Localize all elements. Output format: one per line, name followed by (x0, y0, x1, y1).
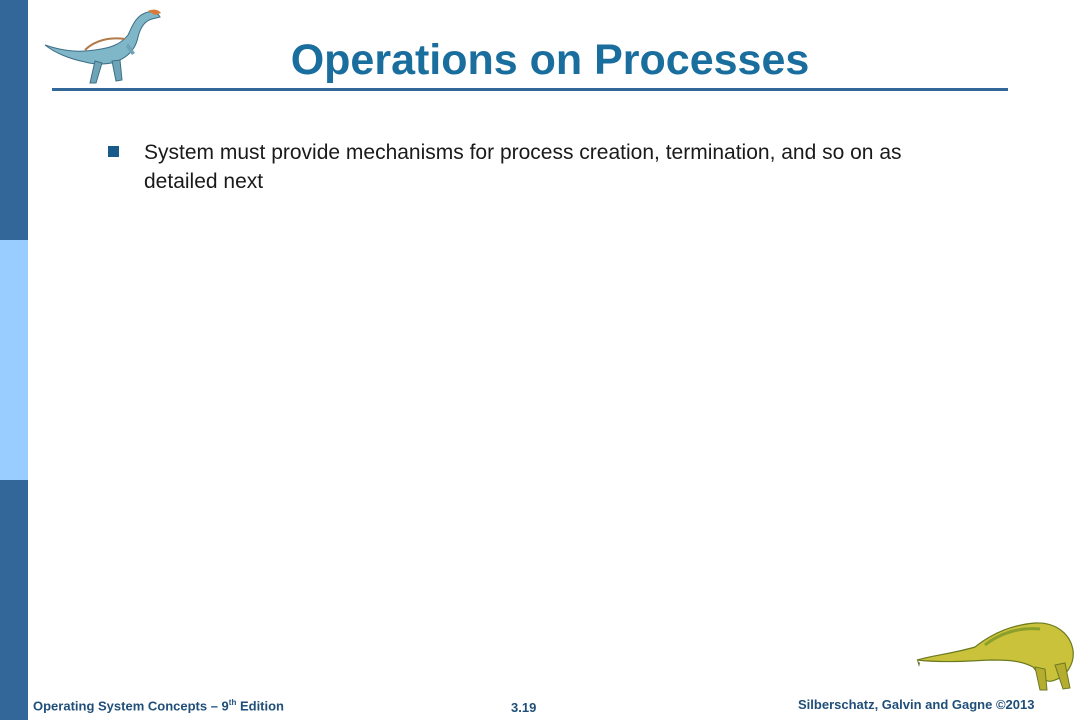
title-divider (52, 88, 1008, 91)
footer-book-title (33, 698, 284, 713)
footer-page-number: 3.19 (511, 700, 537, 715)
footer-book-title-text: Operating System Concepts – 9 (33, 698, 229, 714)
square-bullet-icon (108, 146, 119, 157)
page-title: Operations on Processes (290, 36, 810, 84)
sidebar-stripe-bottom (0, 480, 28, 720)
bullet-list (108, 138, 968, 196)
list-item (108, 138, 968, 196)
footer-copyright: Silberschatz, Galvin and Gagne ©2013 (798, 697, 1035, 712)
footer-edition-suffix: Edition (236, 698, 285, 714)
sidebar-stripe-middle (0, 240, 28, 480)
footer-edition-superscript: th (228, 698, 237, 707)
dinosaur-crouching-icon (915, 605, 1075, 695)
bullet-text: System must provide mechanisms for process creation, termination, and so on as detailed next (144, 141, 902, 193)
